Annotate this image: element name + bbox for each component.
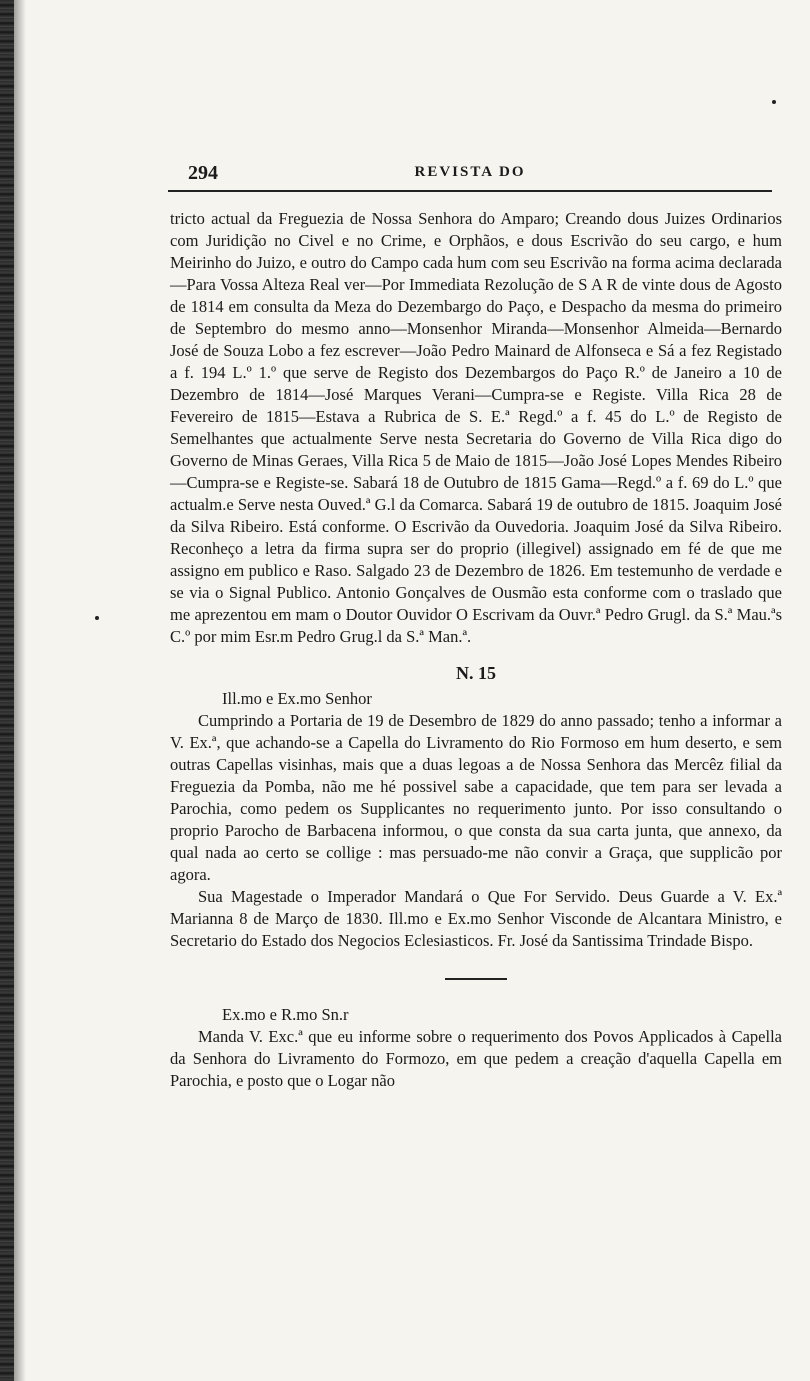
book-binding-edge bbox=[0, 0, 14, 1381]
page-body bbox=[170, 208, 782, 1092]
paragraph: Manda V. Exc.ª que eu informe sobre o requerimento dos Povos Applicados à Capella da Senhora do Livramento do Formozo, em que pedem a creação d'aquella Capella em Parochia, e posto que o Logar não bbox=[170, 1027, 782, 1090]
page-number: 294 bbox=[188, 162, 218, 184]
ink-speck bbox=[772, 100, 776, 104]
ink-speck bbox=[95, 616, 99, 620]
paragraph: Sua Magestade o Imperador Mandará o Que For Servido. Deus Guarde a V. Ex.ª Marianna 8 de Março de 1830. Ill.mo e Ex.mo Senhor Visconde de Alcantara Ministro, e Secretario do Estado dos Negocios Eclesiasticos. Fr. José da Santissima Trindade Bispo. bbox=[170, 887, 782, 950]
section-divider bbox=[445, 978, 507, 980]
salutation: Ex.mo e R.mo Sn.r bbox=[222, 1005, 349, 1024]
paragraph: Cumprindo a Portaria de 19 de Desembro de 1829 do anno passado; tenho a informar a V. Ex.ª, que achando-se a Capella do Livramento do Rio Formoso em hum deserto, e sem outras Capellas visinhas, mais que a duas legoas a de Nossa Senhora das Mercêz filial da Freguezia da Pomba, não me hé possivel sabe a capacidade, que tem para ser levada a Parochia, como pedem os Supplicantes no requerimento junto. Por isso consultando o proprio Parocho de Barbacena informou, o que consta da sua carta junta, que annexo, da qual nada ao certo se collige : mas persuado-me não convir a Graça, que supplicão por agora. bbox=[170, 711, 782, 884]
paragraph: tricto actual da Freguezia de Nossa Senhora do Amparo; Creando dous Juizes Ordinarios com Juridição no Civel e no Crime, e Orphãos, e dous Escrivão do seu cargo, e hum Meirinho do Juizo, e outro do Campo cada hum com seu Escrivão na forma acima declarada—Para Vossa Alteza Real ver—Por Immediata Rezolução de S A R de vinte dous de Agosto de 1814 em consulta da Meza do Dezembargo do Paço, e Despacho da mesma do primeiro de Septembro do mesmo anno—Monsenhor Miranda—Monsenhor Almeida—Bernardo José de Souza Lobo a fez escrever—João Pedro Mainard de Alfonseca e Sá a fez Registado a f. 194 L.º 1.º que serve de Registo dos Dezembargos do Paço R.º de Janeiro a 10 de Dezembro de 1814—José Marques Verani—Cumpra-se e Registe. Villa Rica 28 de Fevereiro de 1815—Estava a Rubrica de S. E.ª Regd.º a f. 45 do L.º de Registo de Semelhantes que actualmente Serve nesta Secretaria do Governo de Villa Rica digo do Governo de Minas Geraes, Villa Rica 5 de Maio de 1815—João José Lopes Mendes Ribeiro—Cumpra-se e Registe-se. Sabará 18 de Outubro de 1815 Gama—Regd.º a f. 69 do L.º que actualm.e Serve nesta Ouved.ª G.l da Comarca. Sabará 19 de outubro de 1815. Joaquim José da Silva Ribeiro. Está conforme. O Escrivão da Ouvedoria. Joaquim José da Silva Ribeiro. Reconheço a letra da firma supra ser do proprio (illegivel) assignado em fé de que me assigno em publico e Raso. Salgado 23 de Dezembro de 1826. Em testemunho de verdade e se via o Signal Publico. Antonio Gonçalves de Ousmão esta conforme com o traslado que me aprezentou em mam o Doutor Ouvidor O Escrivam da Ouvr.ª Pedro Grugl. da S.ª Mau.ªs C.º por mim Esr.m Pedro Grug.l da S.ª Man.ª. bbox=[170, 209, 782, 646]
salutation: Ill.mo e Ex.mo Senhor bbox=[222, 689, 372, 708]
page-header bbox=[168, 160, 772, 192]
binding-shadow bbox=[14, 0, 26, 1381]
section-title: N. 15 bbox=[456, 663, 496, 683]
running-head: REVISTA DO bbox=[414, 164, 526, 180]
